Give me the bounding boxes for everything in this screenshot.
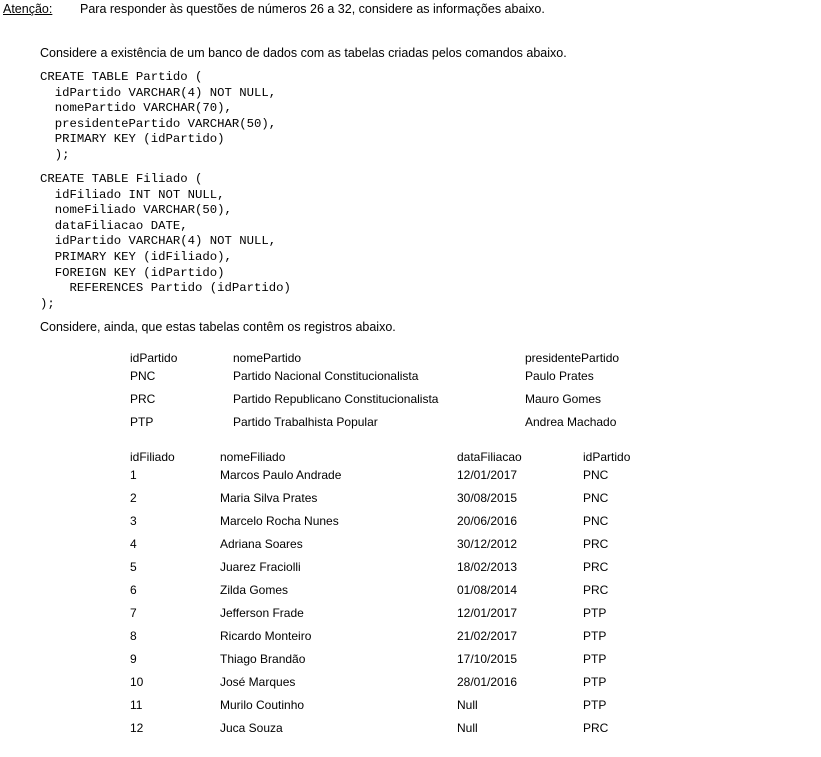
filiado-cell: Marcelo Rocha Nunes <box>220 514 339 528</box>
filiado-cell: 11 <box>130 698 143 712</box>
filiado-cell: 4 <box>130 537 137 551</box>
filiado-header-cell: dataFiliacao <box>457 450 522 464</box>
partido-cell: Partido Republicano Constitucionalista <box>233 392 439 406</box>
filiado-cell: PTP <box>583 698 607 712</box>
filiado-cell: 01/08/2014 <box>457 583 518 597</box>
filiado-cell: 1 <box>130 468 137 482</box>
partido-cell: Andrea Machado <box>525 415 617 429</box>
filiado-cell: Juarez Fraciolli <box>220 560 301 574</box>
attention-label: Atenção: <box>3 2 53 16</box>
attention-text: Para responder às questões de números 26 a 32, considere as informações abaixo. <box>80 2 545 16</box>
partido-header-cell: idPartido <box>130 351 178 365</box>
filiado-cell: Adriana Soares <box>220 537 303 551</box>
filiado-cell: 10 <box>130 675 144 689</box>
filiado-cell: 2 <box>130 491 137 505</box>
filiado-cell: Ricardo Monteiro <box>220 629 312 643</box>
filiado-cell: 18/02/2013 <box>457 560 518 574</box>
filiado-header-cell: nomeFiliado <box>220 450 286 464</box>
partido-table <box>130 351 690 441</box>
filiado-cell: 6 <box>130 583 137 597</box>
filiado-cell: Zilda Gomes <box>220 583 289 597</box>
intro-text: Considere a existência de um banco de dados com as tabelas criadas pelos comandos abaixo. <box>40 46 567 60</box>
create-table-partido-code: CREATE TABLE Partido ( idPartido VARCHAR(4) NOT NULL, nomePartido VARCHAR(70), presidentePartido VARCHAR(50), PRIMARY KEY (idPartido) ); <box>40 70 277 162</box>
filiado-cell: 21/02/2017 <box>457 629 518 643</box>
filiado-cell: PRC <box>583 560 609 574</box>
filiado-table <box>130 450 690 750</box>
filiado-cell: PRC <box>583 721 609 735</box>
filiado-cell: PTP <box>583 629 607 643</box>
partido-header-cell: presidentePartido <box>525 351 620 365</box>
filiado-cell: 8 <box>130 629 137 643</box>
filiado-cell: 30/08/2015 <box>457 491 518 505</box>
filiado-cell: Jefferson Frade <box>220 606 304 620</box>
filiado-cell: 12 <box>130 721 144 735</box>
filiado-cell: 3 <box>130 514 137 528</box>
filiado-cell: PTP <box>583 652 607 666</box>
partido-cell: PNC <box>130 369 156 383</box>
filiado-cell: 7 <box>130 606 137 620</box>
filiado-cell: 20/06/2016 <box>457 514 518 528</box>
filiado-header-cell: idPartido <box>583 450 631 464</box>
filiado-cell: Null <box>457 721 478 735</box>
intro2-text: Considere, ainda, que estas tabelas contêm os registros abaixo. <box>40 320 396 334</box>
filiado-cell: PNC <box>583 514 609 528</box>
filiado-cell: Marcos Paulo Andrade <box>220 468 342 482</box>
partido-cell: Partido Trabalhista Popular <box>233 415 378 429</box>
filiado-cell: José Marques <box>220 675 296 689</box>
partido-header-cell: nomePartido <box>233 351 302 365</box>
filiado-header-cell: idFiliado <box>130 450 175 464</box>
partido-cell: PTP <box>130 415 154 429</box>
filiado-cell: PRC <box>583 583 609 597</box>
filiado-cell: 12/01/2017 <box>457 468 518 482</box>
partido-cell: Mauro Gomes <box>525 392 602 406</box>
filiado-cell: Juca Souza <box>220 721 283 735</box>
create-table-filiado-code: CREATE TABLE Filiado ( idFiliado INT NOT NULL, nomeFiliado VARCHAR(50), dataFiliacao DATE, idPartido VARCHAR(4) NOT NULL, PRIMARY KEY (idFiliado), FOREIGN KEY (idPartido) REFERENCES Partido (idPartido) ); <box>40 172 291 311</box>
filiado-cell: 30/12/2012 <box>457 537 518 551</box>
filiado-cell: PRC <box>583 537 609 551</box>
filiado-cell: 9 <box>130 652 137 666</box>
filiado-cell: 28/01/2016 <box>457 675 518 689</box>
filiado-cell: PNC <box>583 491 609 505</box>
partido-cell: Paulo Prates <box>525 369 594 383</box>
filiado-cell: 17/10/2015 <box>457 652 518 666</box>
filiado-cell: Thiago Brandão <box>220 652 306 666</box>
filiado-cell: PNC <box>583 468 609 482</box>
filiado-cell: PTP <box>583 606 607 620</box>
filiado-cell: 12/01/2017 <box>457 606 518 620</box>
filiado-cell: Null <box>457 698 478 712</box>
filiado-cell: 5 <box>130 560 137 574</box>
filiado-cell: Murilo Coutinho <box>220 698 305 712</box>
filiado-cell: PTP <box>583 675 607 689</box>
partido-cell: PRC <box>130 392 156 406</box>
partido-cell: Partido Nacional Constitucionalista <box>233 369 419 383</box>
filiado-cell: Maria Silva Prates <box>220 491 318 505</box>
